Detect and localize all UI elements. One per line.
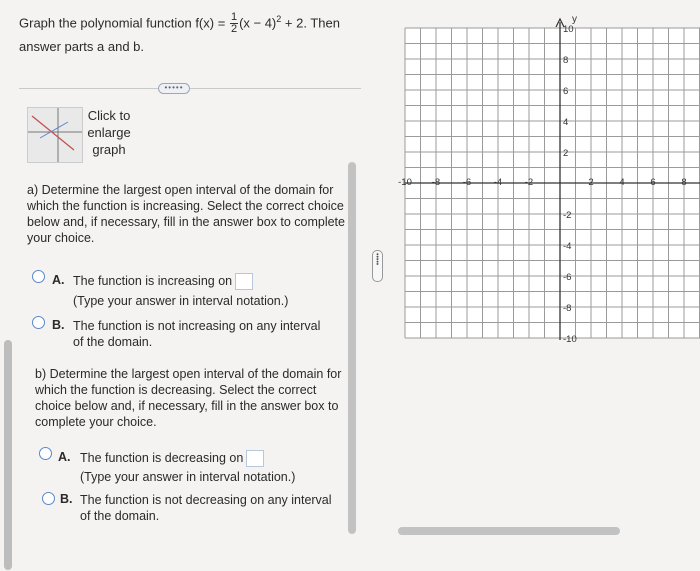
part-b-option-b-radio[interactable]	[42, 492, 55, 505]
enlarge-line3: graph	[92, 142, 126, 157]
y-tick-label: -8	[563, 303, 572, 314]
right-pane-scrollbar[interactable]	[398, 527, 620, 535]
expression-base: (x − 4)	[239, 15, 277, 31]
x-tick-label: -2	[524, 177, 534, 188]
x-tick-label: -6	[462, 177, 472, 188]
part-b-option-a-text	[80, 450, 264, 467]
part-a-option-a-label: The function is increasing on	[73, 274, 233, 288]
part-b-option-a-hint: (Type your answer in interval notation.)	[80, 470, 296, 484]
expression-exponent: 2	[276, 14, 282, 24]
x-tick-label: 8	[681, 177, 687, 188]
x-tick-label: -4	[493, 177, 503, 188]
more-options-button[interactable]: •••••	[158, 83, 190, 94]
y-tick-label: 10	[563, 24, 574, 35]
y-tick-label: 6	[563, 86, 569, 97]
part-b-option-b-text: The function is not decreasing on any interval of the domain.	[80, 493, 332, 523]
question-prefix: Graph the polynomial function f(x) =	[19, 15, 226, 31]
thumbnail-graph-icon	[28, 108, 82, 162]
y-axis-label: y	[572, 14, 577, 25]
x-tick-label: 4	[619, 177, 625, 188]
part-a-option-b-text: The function is not increasing on any interval of the domain.	[73, 319, 321, 349]
header-divider	[19, 88, 361, 89]
part-b-option-a-label: The function is decreasing on	[80, 451, 244, 465]
fraction-denominator: 2	[230, 23, 238, 36]
part-a-prompt: a) Determine the largest open interval of the domain for which the function is increasing. Select the correct choice below and, if necessary, fill in the answer box to complete your choice.	[27, 183, 345, 245]
splitter-dots: •••••	[373, 253, 380, 266]
left-edge-scrollbar[interactable]	[4, 340, 12, 570]
x-tick-label: 2	[588, 177, 594, 188]
fraction	[230, 12, 238, 35]
question-line2: answer parts a and b.	[19, 39, 145, 54]
part-a-option-b-letter: B.	[52, 318, 65, 332]
part-a-option-b-radio[interactable]	[32, 316, 45, 329]
y-tick-label: 2	[563, 148, 569, 159]
enlarge-line2: enlarge	[87, 125, 131, 140]
part-a-answer-box[interactable]	[235, 273, 253, 290]
question-text	[19, 8, 340, 35]
part-b-option-b-letter: B.	[60, 492, 73, 506]
y-tick-label: 8	[563, 55, 569, 66]
pane-splitter-handle[interactable]	[372, 250, 383, 282]
y-tick-label: -6	[563, 272, 572, 283]
enlarge-graph-link[interactable]	[80, 107, 138, 158]
part-b-option-a-letter: A.	[58, 450, 71, 464]
x-tick-label: 6	[650, 177, 656, 188]
x-tick-label: -10	[398, 177, 412, 188]
graph-thumbnail[interactable]	[27, 107, 83, 163]
y-tick-label: -2	[563, 210, 572, 221]
left-pane-scrollbar[interactable]	[348, 162, 356, 534]
part-a-option-a-hint: (Type your answer in interval notation.)	[73, 294, 289, 308]
coordinate-graph[interactable]	[398, 0, 700, 345]
y-tick-label: -4	[563, 241, 572, 252]
part-a-option-a-radio[interactable]	[32, 270, 45, 283]
y-tick-label: 4	[563, 117, 569, 128]
y-tick-label: -10	[563, 334, 577, 345]
part-a-option-a-letter: A.	[52, 273, 65, 287]
expression-tail: + 2. Then	[281, 15, 340, 31]
part-b-answer-box[interactable]	[246, 450, 264, 467]
part-b-prompt: b) Determine the largest open interval of the domain for which the function is decreasing. Select the correct choice below and, if necessary, fill in the answer box to complete your choice.	[35, 367, 342, 429]
x-tick-label: -8	[431, 177, 441, 188]
fraction-numerator: 1	[230, 11, 238, 24]
part-a-option-a-text	[73, 273, 253, 290]
part-b-option-a-radio[interactable]	[39, 447, 52, 460]
enlarge-line1: Click to	[87, 108, 131, 123]
